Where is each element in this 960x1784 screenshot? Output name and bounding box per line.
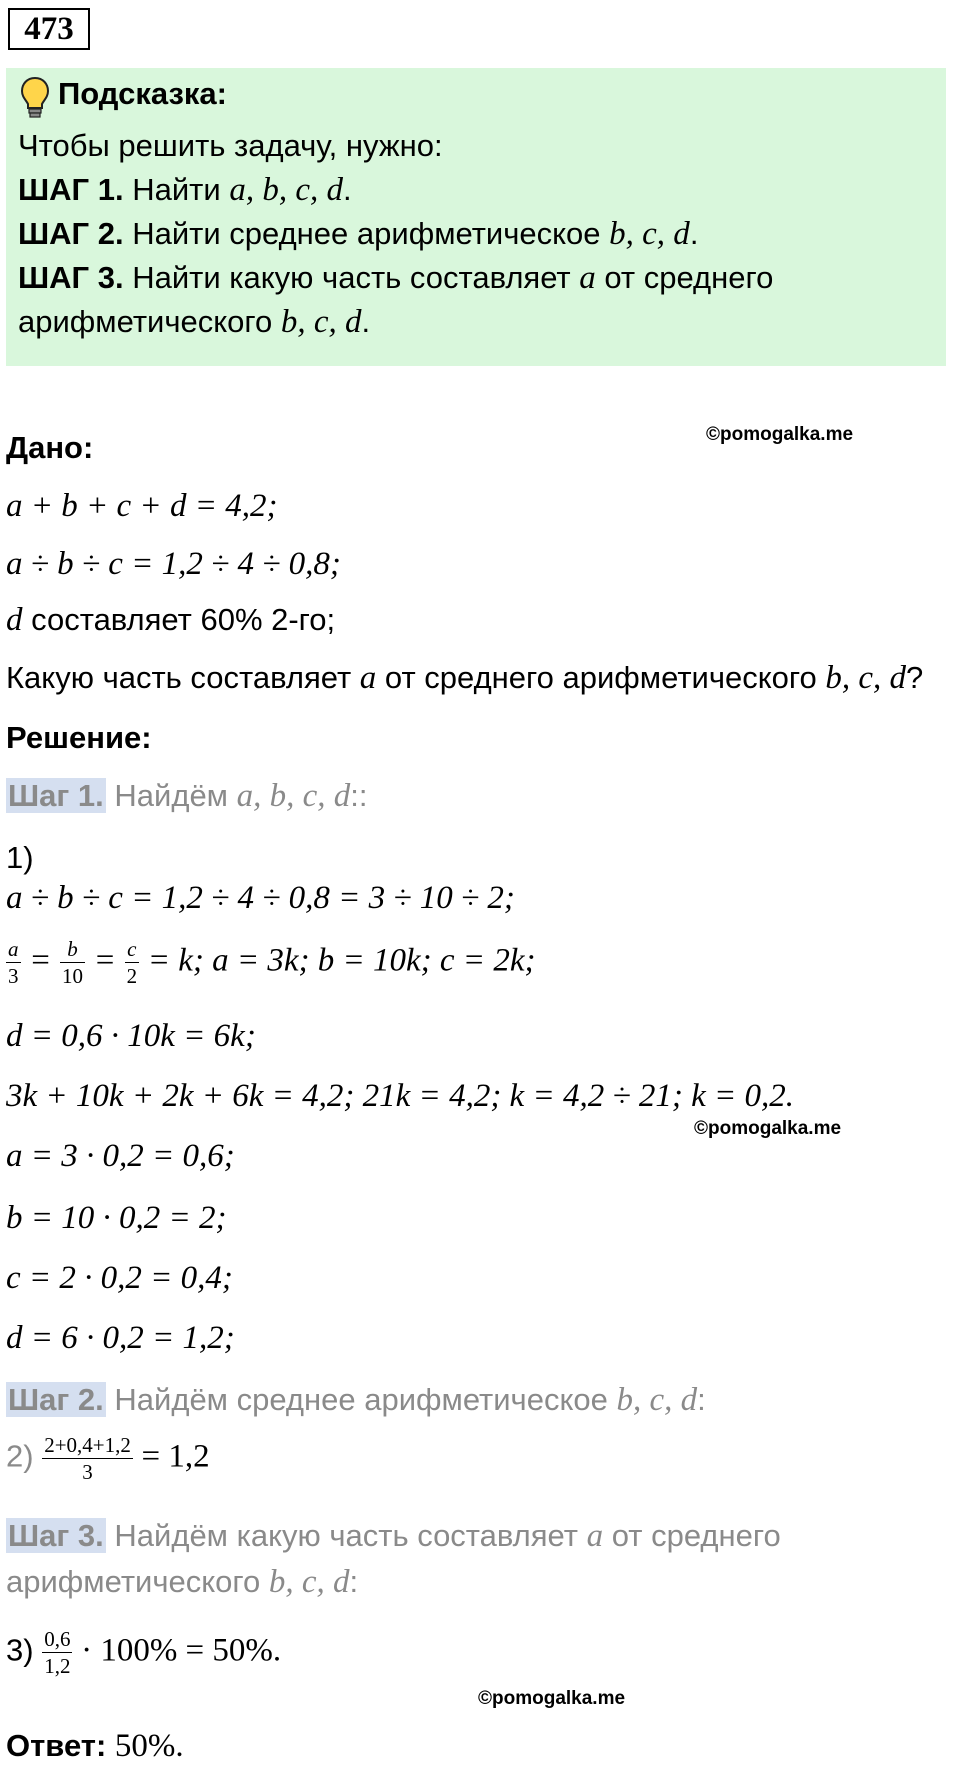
item-2-marker: 2) — [6, 1438, 34, 1474]
hint-intro: Чтобы решить задачу, нужно: — [18, 128, 443, 163]
item-3-line — [6, 1628, 281, 1677]
ratio-fraction — [42, 1628, 72, 1677]
frac-b-num: b — [60, 938, 85, 963]
hint-step-1-end: . — [342, 172, 352, 207]
line-a: a = 3 · 0,2 = 0,6; — [6, 1138, 235, 1174]
hint-step-2-text: Найти среднее арифметическое — [132, 216, 601, 251]
line-ratio: a ÷ b ÷ c = 1,2 ÷ 4 ÷ 0,8 = 3 ÷ 10 ÷ 2; — [6, 880, 515, 916]
solution-step-1-text: Найдём — [114, 778, 228, 813]
ratio-den: 1,2 — [44, 1654, 71, 1679]
mean-result: = 1,2 — [141, 1438, 210, 1475]
given-eq-3-var: d — [6, 602, 23, 638]
line-c: c = 2 · 0,2 = 0,4; — [6, 1260, 233, 1296]
answer-line — [6, 1728, 184, 1765]
given-question-vars: b, c, d — [825, 660, 907, 696]
watermark-3: ©pomogalka.me — [478, 1688, 626, 1709]
task-number: 473 — [8, 8, 90, 50]
solution-step-3-cont — [6, 1564, 358, 1601]
frac-a-num: a — [6, 938, 21, 963]
hint-step-3-cont — [18, 304, 370, 341]
solution-step-1-end: :: — [350, 778, 368, 813]
solution-step-2-label: Шаг 2. — [8, 1382, 104, 1417]
watermark-2: ©pomogalka.me — [694, 1118, 842, 1139]
mean-den: 3 — [82, 1460, 93, 1485]
given-eq-2: a ÷ b ÷ c = 1,2 ÷ 4 ÷ 0,8; — [6, 546, 341, 582]
hint-step-3-text-a: Найти какую часть составляет — [132, 260, 571, 295]
hint-step-1-text: Найти — [132, 172, 221, 207]
solution-label: Решение: — [6, 720, 152, 755]
line-b: b = 10 · 0,2 = 2; — [6, 1200, 227, 1236]
hint-step-2 — [18, 216, 698, 253]
item-3-marker: 3) — [6, 1632, 34, 1668]
item-1-marker: 1) — [6, 840, 34, 875]
solution-step-3-text-c: арифметического — [6, 1564, 261, 1599]
hint-step-2-label: ШАГ 2. — [18, 216, 124, 251]
line-k: $\frac{a}{3}$ = $\frac{b}{10}$ = $\frac{c}{2}$ = k; a = 3k; b = 10k; c = 2k; — [8, 937, 536, 989]
item-2-line — [6, 1434, 210, 1483]
answer-label: Ответ: — [6, 1728, 107, 1763]
given-eq-1: a + b + c + d = 4,2; — [6, 488, 278, 524]
given-eq-3 — [6, 602, 335, 639]
hint-step-1-math: a, b, c, d — [229, 172, 343, 208]
hint-step-2-math: b, c, d — [609, 216, 690, 252]
solution-step-3-label: Шаг 3. — [8, 1518, 104, 1553]
mean-fraction — [42, 1434, 133, 1483]
line-k-rest: = k; a = 3k; b = 10k; c = 2k; — [147, 942, 536, 979]
given-question-b: от среднего арифметического — [384, 660, 817, 695]
frac-b-den: 10 — [62, 964, 84, 989]
line-d2: d = 6 · 0,2 = 1,2; — [6, 1320, 235, 1356]
solution-step-1-header — [6, 778, 368, 815]
frac-c-den: 2 — [126, 964, 138, 989]
frac-c-num: c — [125, 938, 140, 963]
frac-c — [125, 938, 140, 987]
given-question-var: a — [359, 660, 377, 696]
solution-step-2-header — [6, 1382, 706, 1419]
hint-box — [6, 68, 946, 366]
solution-step-2-text: Найдём среднее арифметическое — [114, 1382, 608, 1417]
hint-step-3-end: . — [361, 304, 371, 339]
solution-step-3-math-a: a — [586, 1518, 604, 1554]
answer-value: 50%. — [114, 1728, 184, 1764]
given-question — [6, 660, 923, 697]
solution-step-1-label: Шаг 1. — [8, 778, 104, 813]
mean-num: 2+0,4+1,2 — [42, 1434, 133, 1459]
given-question-end: ? — [906, 660, 924, 695]
solution-step-2-math: b, c, d — [616, 1382, 698, 1418]
frac-a-den: 3 — [8, 964, 19, 989]
line-d: d = 0,6 · 10k = 6k; — [6, 1018, 256, 1054]
watermark-1: ©pomogalka.me — [706, 424, 854, 445]
solution-step-1-math: a, b, c, d — [236, 778, 351, 814]
hint-step-2-end: . — [689, 216, 699, 251]
solution-step-3-end: : — [349, 1564, 359, 1599]
given-eq-3-text: составляет 60% 2-го; — [31, 602, 336, 637]
frac-a — [6, 938, 21, 987]
solution-step-2-end: : — [697, 1382, 706, 1417]
hint-step-1 — [18, 172, 352, 209]
given-question-a: Какую часть составляет — [6, 660, 352, 695]
hint-step-3-math-b: b, c, d — [280, 304, 362, 340]
lightbulb-icon — [20, 76, 50, 120]
hint-step-3-text-b: от среднего — [604, 260, 774, 295]
hint-step-3 — [18, 260, 773, 297]
frac-b — [60, 938, 85, 987]
hint-step-3-text-c: арифметического — [18, 304, 273, 339]
ratio-result: · 100% = 50%. — [81, 1632, 282, 1669]
solution-step-3-header — [6, 1518, 781, 1555]
given-label: Дано: — [6, 430, 94, 465]
hint-step-3-math-a: a — [579, 260, 596, 296]
hint-title: Подсказка: — [58, 76, 227, 111]
hint-step-1-label: ШАГ 1. — [18, 172, 124, 207]
solution-step-3-text-b: от среднего — [611, 1518, 781, 1553]
solution-step-3-math-b: b, c, d — [268, 1564, 350, 1600]
hint-step-3-label: ШАГ 3. — [18, 260, 124, 295]
line-sum: 3k + 10k + 2k + 6k = 4,2; 21k = 4,2; k = 4,2 ÷ 21; k = 0,2. — [6, 1078, 794, 1114]
solution-step-3-text-a: Найдём какую часть составляет — [114, 1518, 578, 1553]
ratio-num: 0,6 — [42, 1628, 72, 1653]
